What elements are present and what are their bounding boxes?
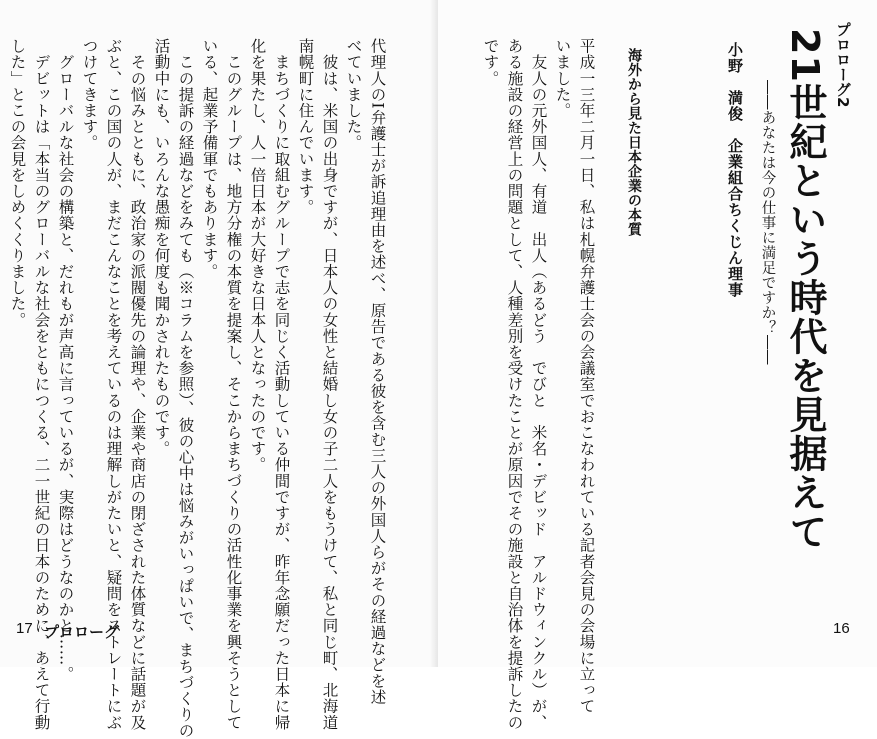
prologue-label: プロローグ2 xyxy=(834,22,852,108)
left-body-line-8: いる、起業予備軍でもあります。 xyxy=(200,38,219,280)
left-body-line-3: 彼は、米国の出身ですが、日本人の女性と結婚し女の子二人をもうけて、私と同じ町、北海道 xyxy=(320,38,339,731)
left-body-line-5: まちづくりに取組むグループで志を同じく活動している仲間ですが、昨年念願だった日本に帰 xyxy=(272,38,291,731)
left-body-line-4: 南幌町に住んでいます。 xyxy=(296,38,315,216)
left-body-line-2: べていました。 xyxy=(344,38,363,151)
right-page-number: 16 xyxy=(833,620,850,637)
running-head: プロローグ xyxy=(44,623,120,641)
left-body-line-12: ぶと、この国の人が、まだこんなことを考えているのは理解しがたいと、疑問をストレートにぶ xyxy=(104,38,123,731)
right-body-line-3: 友人の元外国人、有道 出人（あるどう でびと 米名・デビッド アルドウィンクル）が、 xyxy=(529,38,548,731)
chapter-subtitle: ――あなたは今の仕事に満足ですか？―― xyxy=(759,80,776,365)
left-body-line-14: グローバルな社会の構築と、だれもが声高に言っているが、実際はどうなのかと……。 xyxy=(56,38,75,682)
left-body-line-7: このグループは、地方分権の本質を提案し、そこからまちづくりの活性化事業を興そうとして xyxy=(224,38,243,731)
right-body-line-1: 平成一三年二月一日、私は札幌弁護士会の会議室でおこなわれている記者会見の会場に立って xyxy=(577,38,596,715)
section-heading: 海外から見た日本企業の本質 xyxy=(626,48,642,237)
left-body-line-10: 活動中にも、いろんな愚痴を何度も聞かされたものです。 xyxy=(152,38,171,457)
left-page xyxy=(0,0,438,739)
left-page-number: 17 xyxy=(16,620,33,637)
right-page xyxy=(438,0,877,731)
left-body-line-15: デビットは「本当のグローバルな社会をともにつくる、二一世紀の日本のために、あえて行動 xyxy=(32,38,51,731)
right-body-line-2: いました。 xyxy=(553,38,572,119)
left-body-line-16: した」とこの会見をしめくくりました。 xyxy=(8,38,27,328)
left-body-line-9: この提訴の経過などをみても（※コラムを参照）、彼の心中は悩みがいっぱいで、まちづくりの xyxy=(176,38,195,739)
right-body-line-4: ある施設の経営上の問題として、人種差別を受けたことが原因でその施設と自治体を提訴したの xyxy=(505,38,524,731)
left-body-line-13: つけてきます。 xyxy=(80,38,99,151)
right-body-line-5: です。 xyxy=(481,38,500,87)
left-body-line-6: 化を果たし、人一倍日本が大好きな日本人となったのです。 xyxy=(248,38,267,473)
chapter-title: 21世紀という時代を見据えて xyxy=(783,28,827,551)
left-body-line-1: 代理人のI弁護士が訴追理由を述べ、原告である彼を含む三人の外国人らがその経過などを述 xyxy=(368,38,387,705)
left-body-line-11: その悩みとともに、政治家の派閥優先の論理や、企業や商店の閉ざされた体質などに話題が及 xyxy=(128,38,147,731)
author-line: 小野 満俊 企業組合ちくじん理事 xyxy=(726,42,744,298)
